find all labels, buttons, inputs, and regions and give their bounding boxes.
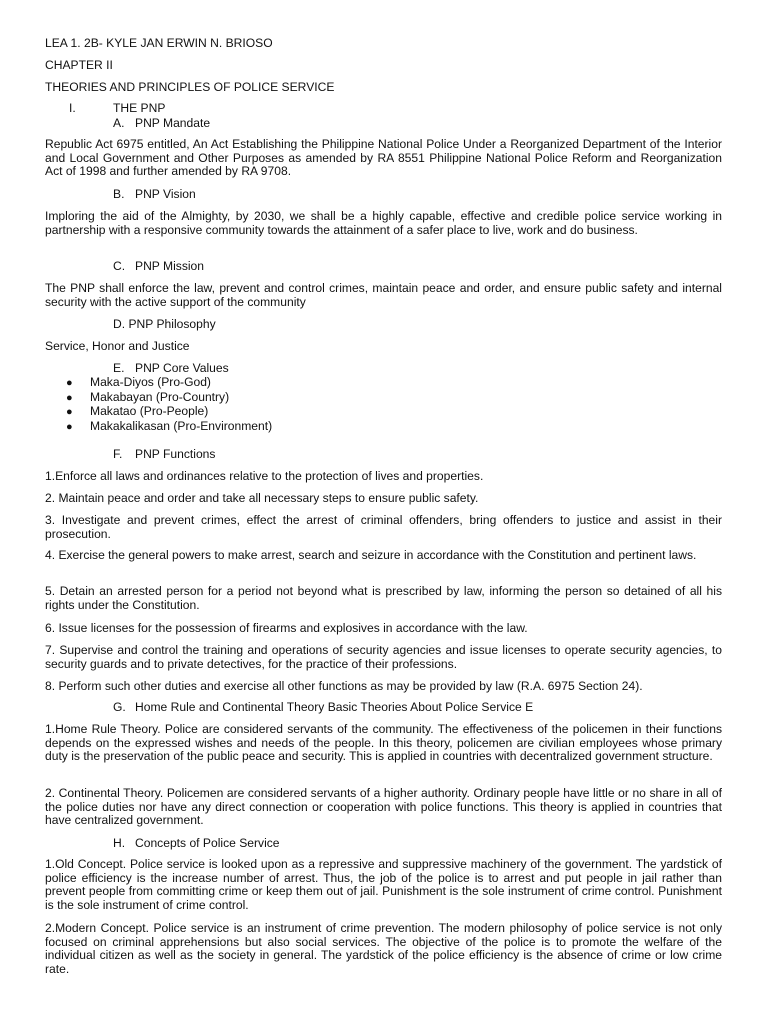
philosophy-text: Service, Honor and Justice bbox=[45, 339, 190, 353]
mission-heading bbox=[113, 260, 204, 274]
mission-label: C. bbox=[113, 259, 126, 273]
vision-label: B. bbox=[113, 187, 125, 201]
section-title: THE PNP bbox=[113, 101, 166, 115]
theory-item: 1.Home Rule Theory. Police are considered servants of the community. The effectiveness of the policemen in their functions depends on the expressed wishes and needs of the people. In this theory, policemen are civilian employees whose primary duty is the preservation of the public peace and security. This is applied in countries with decentralized government structure. bbox=[45, 722, 722, 764]
list-item: ● Makabayan (Pro-Country) bbox=[66, 390, 230, 404]
concepts-label: H. bbox=[113, 836, 126, 850]
list-item: ● Makakalikasan (Pro-Environment) bbox=[66, 419, 273, 433]
mission-title: PNP Mission bbox=[135, 259, 205, 273]
bullet-icon: ● bbox=[66, 377, 73, 389]
vision-title: PNP Vision bbox=[135, 187, 196, 201]
concept-item: 1.Old Concept. Police service is looked upon as a repressive and suppressive machinery of the government. The yardstick of police efficiency is the increase number of arrest. Thus, the job of the police is to arrest and put people in jail rather than prevent people from committing crime or keep them out of jail. Punishment is the sole instrument of crime control. Punishment is the sole instrument of crime control. bbox=[45, 857, 722, 913]
philosophy-heading: D. PNP Philosophy bbox=[113, 317, 216, 331]
bullet-icon: ● bbox=[66, 421, 73, 433]
function-item: 2. Maintain peace and order and take all necessary steps to ensure public safety. bbox=[45, 491, 479, 505]
core-values-title: PNP Core Values bbox=[135, 361, 229, 375]
mandate-title: PNP Mandate bbox=[135, 116, 211, 130]
vision-heading bbox=[113, 188, 196, 202]
chapter-title: THEORIES AND PRINCIPLES OF POLICE SERVICE bbox=[45, 80, 335, 94]
core-values-label: E. bbox=[113, 361, 125, 375]
list-item: ● Makatao (Pro-People) bbox=[66, 404, 209, 418]
theories-heading bbox=[113, 701, 533, 715]
function-item: 8. Perform such other duties and exercise all other functions as may be provided by law (R.A. 6975 Section 24). bbox=[45, 679, 643, 693]
bullet-icon: ● bbox=[66, 392, 73, 404]
mandate-heading bbox=[113, 117, 210, 131]
mandate-label: A. bbox=[113, 116, 125, 130]
function-item: 3. Investigate and prevent crimes, effect the arrest of criminal offenders, bring offenders to justice and assist in their prosecution. bbox=[45, 513, 722, 541]
chapter-heading: CHAPTER II bbox=[45, 58, 113, 72]
concepts-heading bbox=[113, 837, 280, 851]
function-item: 5. Detain an arrested person for a period not beyond what is prescribed by law, informing the person so detained of all his rights under the Constitution. bbox=[45, 584, 722, 612]
theories-title: Home Rule and Continental Theory Basic Theories About Police Service E bbox=[135, 700, 534, 714]
functions-title: PNP Functions bbox=[135, 447, 216, 461]
concepts-title: Concepts of Police Service bbox=[135, 836, 280, 850]
bullet-icon: ● bbox=[66, 406, 73, 418]
vision-text: Imploring the aid of the Almighty, by 2030, we shall be a highly capable, effective and credible police service working in partnership with a responsive community towards the attainment of a safer place to live, work and do business. bbox=[45, 209, 722, 237]
function-item: 4. Exercise the general powers to make arrest, search and seizure in accordance with the Constitution and pertinent laws. bbox=[45, 548, 697, 562]
functions-heading bbox=[113, 448, 215, 462]
core-values-heading bbox=[113, 362, 229, 376]
function-item: 1.Enforce all laws and ordinances relative to the protection of lives and properties. bbox=[45, 469, 484, 483]
mission-text: The PNP shall enforce the law, prevent and control crimes, maintain peace and order, and ensure public safety and internal security with the active support of the community bbox=[45, 281, 722, 309]
section-numeral: I. bbox=[69, 101, 76, 115]
author-line: LEA 1. 2B- KYLE JAN ERWIN N. BRIOSO bbox=[45, 36, 273, 50]
function-item: 6. Issue licenses for the possession of firearms and explosives in accordance with the law. bbox=[45, 621, 528, 635]
theories-label: G. bbox=[113, 700, 126, 714]
mandate-text: Republic Act 6975 entitled, An Act Establishing the Philippine National Police Under a Reorganized Department of the Interior and Local Government and Other Purposes as amended by RA 8551 Philippine National Police Reform and Reorganization Act of 1998 and further amended by RA 9708. bbox=[45, 137, 722, 179]
list-item: ● Maka-Diyos (Pro-God) bbox=[66, 375, 211, 389]
functions-label: F. bbox=[113, 447, 123, 461]
function-item: 7. Supervise and control the training and operations of security agencies and issue licenses to operate security agencies, to security guards and to private detectives, for the practice of their professions. bbox=[45, 643, 722, 671]
concept-item: 2.Modern Concept. Police service is an instrument of crime prevention. The modern philosophy of police service is not only focused on criminal apprehensions but also social services. The objective of the police is to promote the welfare of the individual citizen as well as the society in general. The yardstick of the police efficiency is the absence of crime or low crime rate. bbox=[45, 921, 722, 977]
theory-item: 2. Continental Theory. Policemen are considered servants of a higher authority. Ordinary people have little or no share in all of the police duties nor have any direct connection or cooperation with police functions. This theory is applied in countries that have centralized government. bbox=[45, 786, 722, 828]
